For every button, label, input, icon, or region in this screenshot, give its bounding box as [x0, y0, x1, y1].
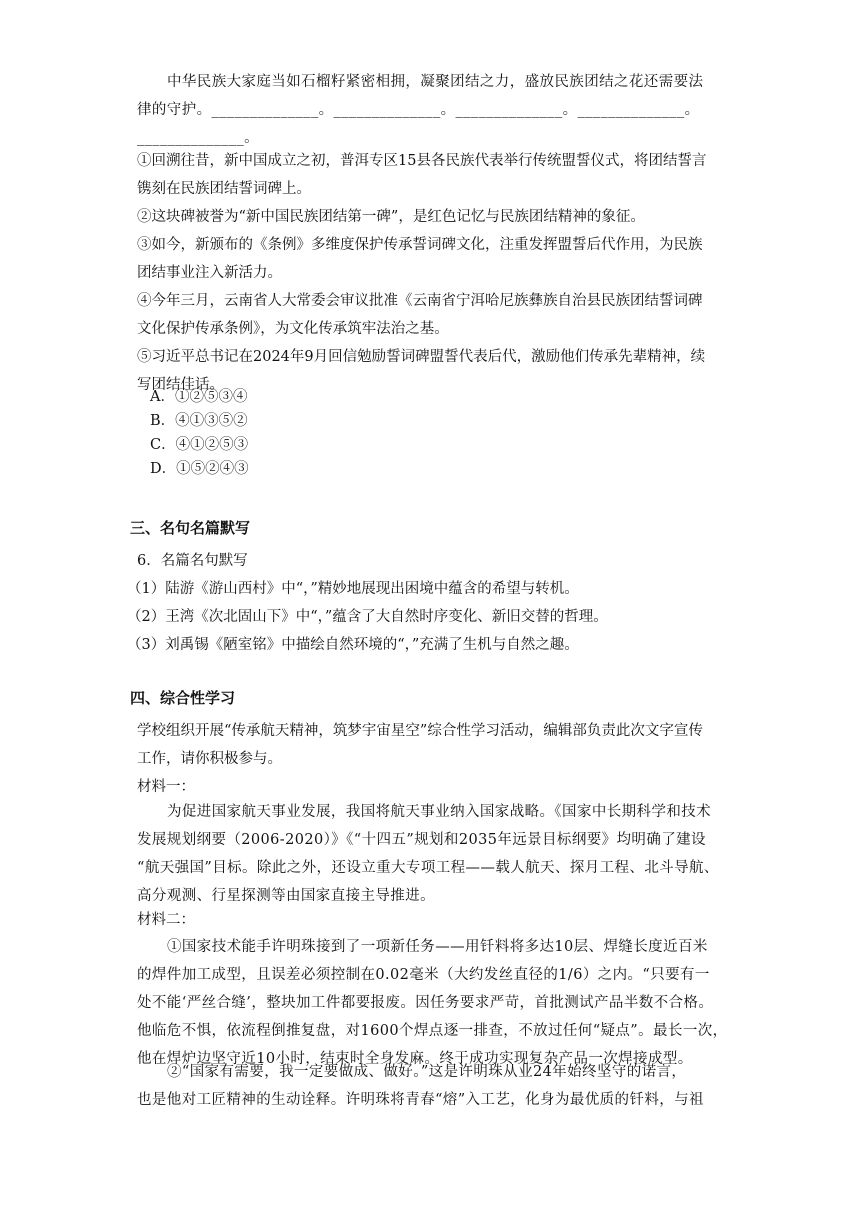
q5-intro-line2: 律的守护。______________。______________。______________。______________。 — [137, 102, 700, 118]
m1-line2: 发展规划纲要（2006-2020）》《“十四五”规划和2035年远景目标纲要》均明确了建设 — [137, 832, 706, 848]
section-4-intro — [137, 717, 727, 801]
sentence-1-line1: ①回溯往昔，新中国成立之初，普洱专区15县各民族代表举行传统盟誓仪式，将团结誓言 — [137, 153, 707, 169]
s4-intro-line1: 学校组织开展“传承航天精神，筑梦宇宙星空”综合性学习活动，编辑部负责此次文字宣传 — [137, 723, 703, 739]
sentence-3-line1: ③如今，新颁布的《条例》多维度保护传承誓词碑文化，注重发挥盟誓后代作用，为民族 — [137, 237, 703, 253]
section-3-heading: 三、名句名篇默写 — [130, 519, 251, 537]
option-d[interactable]: D．①⑤②④③ — [150, 461, 249, 477]
m2p1-line4: 他临危不惧，依流程倒推复盘，对1600个焊点逐一排查，不放过任何“疑点”。最长一次， — [137, 1023, 728, 1039]
material-2-paragraph-2 — [137, 1058, 737, 1114]
q5-sentences — [137, 147, 727, 399]
option-a[interactable]: A．①②⑤③④ — [150, 389, 248, 405]
m1-line3: “航天强国”目标。除此之外，还设立重大专项工程——载人航天、探月工程、北斗导航、 — [137, 860, 719, 876]
material-1-text — [137, 798, 737, 910]
m2p1-line5: 他在焊炉边坚守近10小时，结束时全身发麻。终于成功实现复杂产品一次焊接成型。 — [137, 1051, 693, 1067]
sentence-4-line1: ④今年三月，云南省人大常委会审议批准《云南省宁洱哈尼族彝族自治县民族团结誓词碑 — [137, 293, 703, 309]
m2p2-line1: ②“国家有需要，我一定要做成、做好。”这是许明珠从业24年始终坚守的诺言， — [167, 1064, 687, 1080]
section-3-body — [127, 547, 727, 659]
q6-item-3: （3）刘禹锡《陋室铭》中描绘自然环境的“，”充满了生机与自然之趣。 — [127, 637, 579, 653]
q5-intro-line1: 中华民族大家庭当如石榴籽紧密相拥，凝聚团结之力，盛放民族团结之花还需要法 — [167, 74, 704, 90]
option-c[interactable]: C．④①②⑤③ — [150, 437, 249, 453]
q6-item-2: （2）王湾《次北固山下》中“，”蕴含了大自然时序变化、新旧交替的哲理。 — [127, 609, 608, 625]
option-b[interactable]: B．④①③⑤② — [150, 413, 248, 429]
sentence-5-line1: ⑤习近平总书记在2024年9月回信勉励誓词碑盟誓代表后代，激励他们传承先辈精神，续 — [137, 349, 706, 365]
q6-item-1: （1）陆游《游山西村》中“，”精妙地展现出困境中蕴含的希望与转机。 — [127, 581, 579, 597]
q6-title: 6．名篇名句默写 — [137, 553, 248, 569]
m2p2-line2: 也是他对工匠精神的生动诠释。许明珠将青春“熔”入工艺，化身为最优质的钎料，与祖 — [137, 1092, 704, 1108]
q5-intro — [137, 68, 727, 152]
m1-line4: 高分观测、行星探测等由国家直接主导推进。 — [137, 888, 435, 904]
m1-line1: 为促进国家航天事业发展，我国将航天事业纳入国家战略。《国家中长期科学和技术 — [167, 804, 712, 820]
m2p1-line1: ①国家技术能手许明珠接到了一项新任务——用钎料将多达10层、焊缝长度近百米 — [167, 939, 708, 955]
material-2-label: 材料二： — [137, 912, 195, 928]
material-1-label: 材料一： — [137, 779, 195, 795]
section-4-heading: 四、综合性学习 — [130, 689, 236, 707]
sentence-4-line2: 文化保护传承条例》，为文化传承筑牢法治之基。 — [137, 321, 449, 337]
material-2-paragraph-1 — [137, 933, 737, 1073]
sentence-5-line2: 写团结佳话。 — [137, 377, 224, 393]
m2p1-line3: 处不能‘严丝合缝’，整块加工件都要报废。因任务要求严苛，首批测试产品半数不合格。 — [137, 995, 714, 1011]
sentence-1-line2: 镌刻在民族团结誓词碑上。 — [137, 181, 311, 197]
m2p1-line2: 的焊件加工成型，且误差必须控制在0.02毫米（大约发丝直径的1/6）之内。“只要有一 — [137, 967, 710, 983]
s4-intro-line2: 工作，请你积极参与。 — [137, 751, 282, 767]
sentence-2-line1: ②这块碑被誉为“新中国民族团结第一碑”，是红色记忆与民族团结精神的象征。 — [137, 209, 645, 225]
sentence-3-line2: 团结事业注入新活力。 — [137, 265, 282, 281]
q5-intro-line3: ______________。 — [137, 130, 259, 146]
